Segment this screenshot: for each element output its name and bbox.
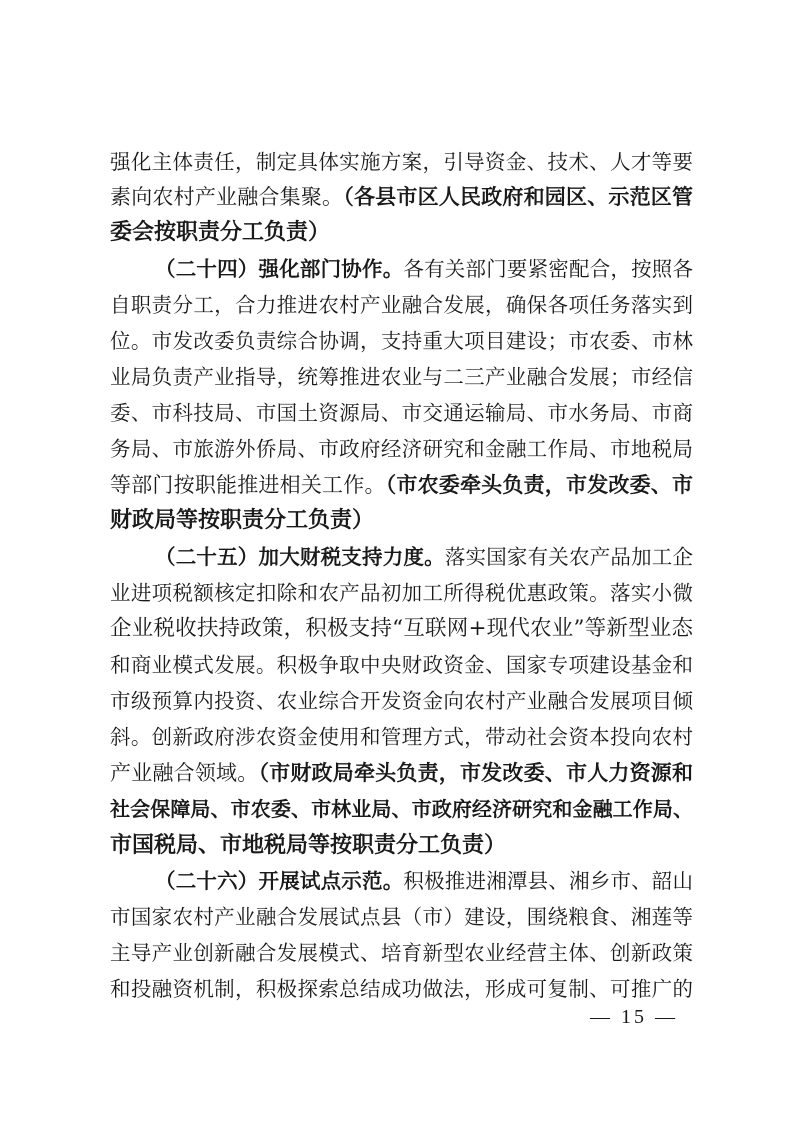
body-line-3 [110, 216, 693, 248]
line-text: 和投融资机制，积极探索总结成功做法，形成可复制、可推广的 [110, 977, 693, 1001]
body-line-17 [110, 721, 693, 753]
body-line-19 [110, 793, 693, 825]
line-text: 素向农村产业融合集聚。 [110, 185, 344, 209]
body-line-2 [110, 181, 693, 213]
body-line-24 [110, 973, 693, 1005]
body-line-14 [110, 613, 693, 645]
body-line-16 [110, 685, 693, 717]
line-text: 市国家农村产业融合发展试点县（市）建设，围绕粮食、湘莲等 [110, 905, 693, 929]
responsibility-note: 社会保障局、市农委、市林业局、市政府经济研究和金融工作局、 [110, 797, 693, 821]
line-text: 自职责分工，合力推进农村产业融合发展，确保各项任务落实到 [110, 293, 693, 317]
line-text: 斜。创新政府涉农资金使用和管理方式，带动社会资本投向农村 [110, 725, 693, 749]
responsibility-note: （各县市区人民政府和园区、示范区管 [343, 184, 694, 209]
section-26-heading-line [155, 865, 693, 897]
section-25-heading-line [155, 541, 693, 573]
section-heading: （二十六）开展试点示范。 [155, 869, 404, 893]
responsibility-note: 市国税局、市地税局等按职责分工负责） [110, 832, 507, 858]
line-text: 业局负责产业指导，统筹推进农业与二三产业融合发展；市经信 [110, 365, 693, 389]
line-text: 产业融合领域。 [110, 761, 259, 785]
body-line-6 [110, 325, 693, 357]
line-text: 强化主体责任，制定具体实施方案，引导资金、技术、人才等要 [110, 150, 693, 174]
line-text: 积极推进湘潭县、湘乡市、韶山 [403, 869, 694, 893]
body-line-15 [110, 649, 693, 681]
line-text: 位。市发改委负责综合协调，支持重大项目建设；市农委、市林 [110, 329, 693, 353]
section-24-heading-line [155, 253, 693, 285]
body-line-10 [110, 469, 693, 501]
page-number: — 15 — [590, 1006, 678, 1028]
line-text: 业进项税额核定扣除和农产品初加工所得税优惠政策。落实小微 [110, 581, 693, 605]
body-line-13 [110, 577, 693, 609]
body-line-9 [110, 433, 693, 465]
body-line-8 [110, 397, 693, 429]
body-line-22 [110, 901, 693, 933]
body-line-5 [110, 289, 693, 321]
responsibility-note: 财政局等按职责分工负责） [110, 507, 375, 533]
responsibility-note: 委会按职责分工负责） [110, 219, 331, 245]
line-text: 市级预算内投资、农业综合开发资金向农村产业融合发展项目倾 [110, 689, 693, 713]
body-line-11 [110, 504, 693, 536]
line-text: 等部门按职能推进相关工作。 [110, 473, 386, 497]
line-text: 各有关部门要紧密配合，按照各 [403, 257, 694, 281]
line-text: 和商业模式发展。积极争取中央财政资金、国家专项建设基金和 [110, 653, 693, 677]
section-heading: （二十四）强化部门协作。 [155, 257, 404, 281]
body-line-1 [110, 146, 693, 178]
responsibility-note: （市财政局牵头负责，市发改委、市人力资源和 [258, 760, 694, 785]
body-line-20 [110, 829, 693, 861]
line-text: 主导产业创新融合发展模式、培育新型农业经营主体、创新政策 [110, 941, 693, 965]
line-text: 落实国家有关农产品加工企 [444, 545, 694, 569]
body-line-18 [110, 757, 693, 789]
body-line-7 [110, 361, 693, 393]
responsibility-note: （市农委牵头负责，市发改委、市 [385, 472, 694, 497]
line-text: 务局、市旅游外侨局、市政府经济研究和金融工作局、市地税局 [110, 437, 693, 461]
section-heading: （二十五）加大财税支持力度。 [155, 545, 445, 569]
line-text: 委、市科技局、市国土资源局、市交通运输局、市水务局、市商 [110, 401, 693, 425]
body-line-23 [110, 937, 693, 969]
line-text: 企业税收扶持政策，积极支持“互联网+现代农业”等新型业态 [110, 616, 693, 641]
